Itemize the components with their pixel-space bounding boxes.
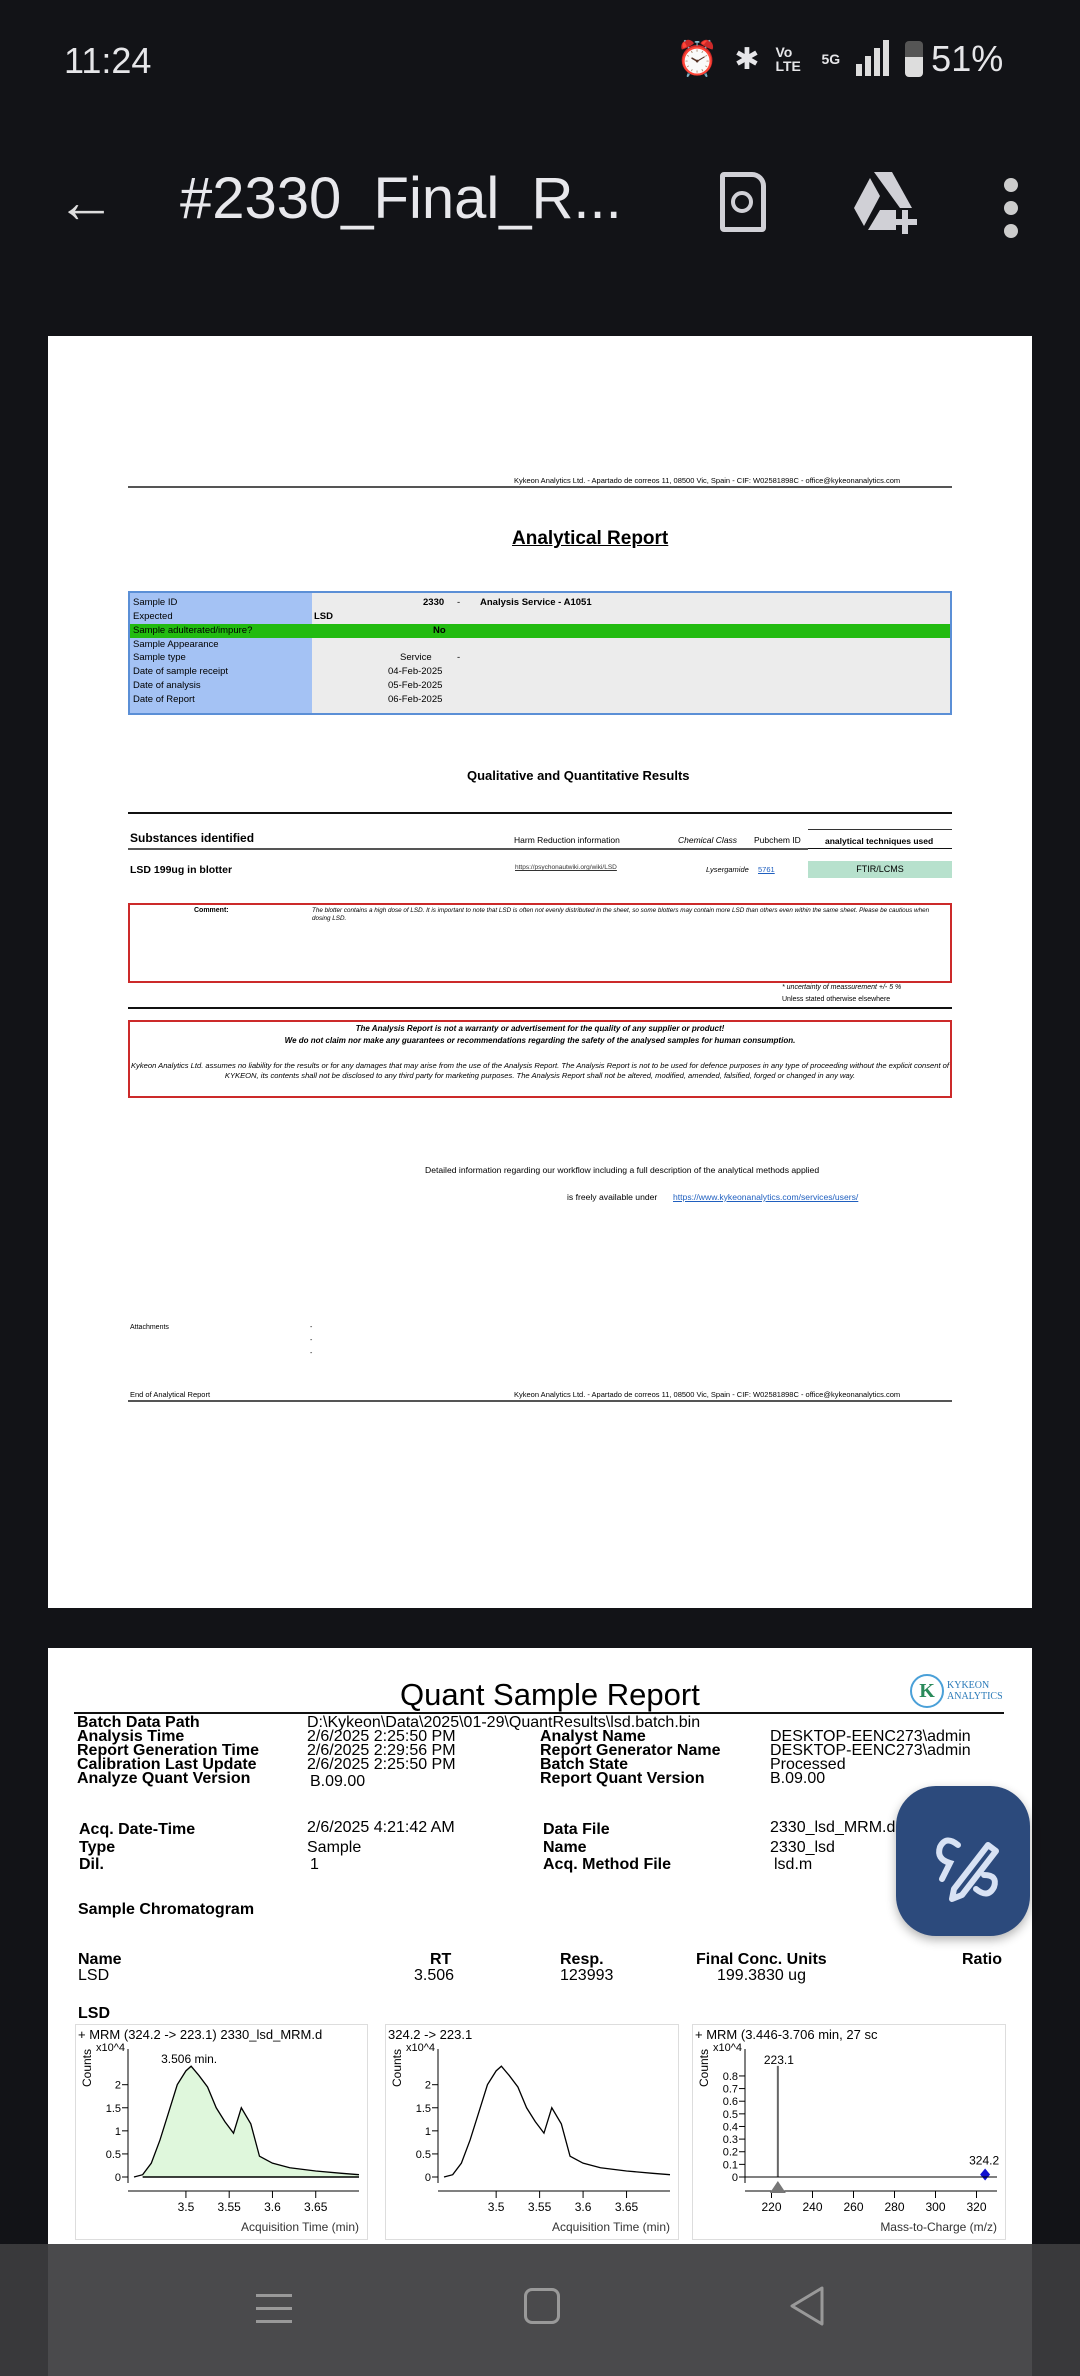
end-label: End of Analytical Report — [130, 1390, 211, 1399]
label: Analysis Time — [77, 1728, 185, 1745]
x-tick-label: 3.55 — [527, 2200, 552, 2214]
report-date: 06-Feb-2025 — [388, 694, 443, 705]
x-tick-label: 260 — [843, 2200, 864, 2214]
search-icon — [731, 191, 753, 213]
report-title: Analytical Report — [512, 528, 669, 549]
y-tick-label: 0.5 — [105, 2148, 121, 2161]
value: 2/6/2025 2:29:56 PM — [307, 1742, 456, 1759]
status-time: 11:24 — [64, 40, 152, 81]
col-header: Final Conc. Units — [696, 1951, 827, 1968]
y-scale-label: x10^4 — [96, 2042, 126, 2054]
techniques-header: analytical techniques used — [825, 836, 934, 846]
y-tick-label: 0.5 — [415, 2148, 431, 2161]
x-tick-label: 220 — [761, 2200, 782, 2214]
home-button[interactable] — [524, 2288, 560, 2324]
y-tick-label: 1 — [114, 2125, 121, 2138]
sep: - — [457, 597, 461, 608]
disclaimer-1: The Analysis Report is not a warranty or advertisement for the quality of any supplier or product! — [355, 1024, 725, 1033]
marker-label: 324.2 — [969, 2153, 1000, 2168]
quant-title: Quant Sample Report — [400, 1677, 700, 1712]
uncertainty-note: * uncertainty of meassurement +/- 5 % — [782, 984, 902, 991]
pubchem-link[interactable]: 5761 — [758, 865, 775, 874]
substances-header: Substances identified — [130, 831, 255, 845]
y-tick-label: 1.5 — [415, 2102, 431, 2115]
label: Sample type — [133, 652, 186, 663]
value: Processed — [770, 1756, 846, 1773]
y-scale-label: x10^4 — [713, 2042, 743, 2054]
chart-title: + MRM (324.2 -> 223.1) 2330_lsd_MRM.d — [78, 2027, 323, 2042]
adulterated-value: No — [433, 625, 446, 636]
precursor-marker — [770, 2181, 786, 2193]
system-nav-bar — [0, 2244, 1080, 2376]
y-axis-label: Counts — [390, 2048, 404, 2087]
analysis-date: 05-Feb-2025 — [388, 680, 443, 691]
attachment-dash: - — [310, 1337, 313, 1344]
x-tick-label: 240 — [802, 2200, 823, 2214]
label: Report Generation Time — [77, 1742, 259, 1759]
peak-area — [143, 2066, 359, 2177]
result-conc: 199.3830 ug — [717, 1967, 806, 1984]
label: Type — [79, 1839, 116, 1856]
signal-icon — [856, 42, 889, 76]
label: Sample adulterated/impure? — [133, 625, 253, 636]
y-tick-label: 0.8 — [722, 2070, 738, 2083]
y-tick-label: 0 — [114, 2172, 121, 2184]
y-tick-label: 0 — [731, 2172, 738, 2184]
peak-label: 223.1 — [763, 2052, 794, 2067]
label: Acq. Date-Time — [79, 1821, 196, 1838]
value: 2330_lsd — [770, 1839, 835, 1856]
value: 2/6/2025 2:25:50 PM — [307, 1728, 456, 1745]
x-tick-label: 3.65 — [304, 2200, 328, 2214]
annotate-button[interactable] — [896, 1786, 1030, 1936]
status-icons — [676, 38, 1003, 80]
label: Analyze Quant Version — [77, 1770, 251, 1787]
y-tick-label: 1 — [424, 2125, 431, 2138]
disclaimer-3: Kykeon Analytics Ltd. assumes no liability for the results or for any damages that may arise from the use of the Analysis Report. The Analysis Report is not to be used for defence purposes in any type of proceeding without the explicit consent of KYKEON, its contents shall not be disclosed to any third party for marketing purposes. The Analysis Report shall not be altered, modified, amended, falsified, forged or changed in any way. — [130, 1061, 950, 1080]
header-address: Kykeon Analytics Ltd. - Apartado de correos 11, 08500 Vic, Spain - CIF: W02581898C - office@kykeonanalytics.com — [514, 476, 901, 485]
recent-apps-button[interactable] — [256, 2294, 292, 2323]
footer-address: Kykeon Analytics Ltd. - Apartado de correos 11, 08500 Vic, Spain - CIF: W02581898C - office@kykeonanalytics.com — [514, 1390, 901, 1399]
battery-percent: 51% — [931, 38, 1004, 79]
peak-annotation: 3.506 min. — [161, 2052, 218, 2067]
pen-scribble-icon — [896, 1786, 1030, 1936]
sample-info-table — [128, 591, 952, 715]
y-axis-label: Counts — [80, 2048, 94, 2087]
label: Sample Appearance — [133, 639, 219, 650]
value: DESKTOP-EENC273\admin — [770, 1728, 971, 1745]
chemical-class: Lysergamide — [706, 865, 749, 874]
label: Name — [543, 1839, 587, 1856]
y-tick-label: 0.3 — [722, 2134, 738, 2147]
y-tick-label: 1.5 — [105, 2102, 121, 2115]
kykeon-logo: K KYKEON ANALYTICS — [910, 1674, 1007, 1708]
label: Expected — [133, 611, 173, 622]
harm-reduction-link[interactable]: https://psychonautwiki.org/wiki/LSD — [515, 864, 617, 871]
add-to-drive-button[interactable] — [852, 170, 922, 234]
y-tick-label: 0 — [424, 2172, 431, 2184]
value: lsd.m — [774, 1856, 813, 1873]
back-button[interactable]: ← — [56, 168, 116, 235]
attachment-dash: - — [310, 1324, 313, 1331]
sample-id: 2330 — [423, 597, 445, 608]
x-tick-label: 3.55 — [217, 2200, 241, 2214]
value: D:\Kykeon\Data\2025\01-29\QuantResults\lsd.batch.bin — [307, 1714, 701, 1731]
y-axis-label: Counts — [697, 2048, 711, 2087]
x-tick-label: 3.5 — [177, 2200, 195, 2214]
expected: LSD — [314, 611, 333, 622]
unless-note: Unless stated otherwise elsewhere — [782, 996, 891, 1003]
bluetooth-icon: ✱ — [734, 42, 760, 76]
value: DESKTOP-EENC273\admin — [770, 1742, 971, 1759]
col-header: Name — [78, 1951, 122, 1968]
disclaimer-2: We do not claim nor make any guarantees or recommendations regarding the safety of the analysed samples for human consumption. — [284, 1036, 796, 1045]
label: Dil. — [79, 1856, 104, 1873]
document-title: #2330_Final_R... — [180, 166, 622, 231]
more-options-button[interactable] — [1004, 178, 1024, 238]
comment-label: Comment: — [194, 907, 229, 914]
chromatogram-chart — [75, 2024, 368, 2240]
x-axis-label: Acquisition Time (min) — [551, 2220, 670, 2234]
y-tick-label: 0.2 — [722, 2146, 738, 2159]
x-tick-label: 300 — [925, 2200, 946, 2214]
result-rt: 3.506 — [414, 1967, 455, 1984]
attachments-label: Attachments — [130, 1324, 169, 1331]
x-tick-label: 3.5 — [487, 2200, 505, 2214]
available-text: is freely available under — [567, 1192, 658, 1202]
label: Data File — [543, 1821, 610, 1838]
label: Calibration Last Update — [77, 1756, 257, 1773]
service: Analysis Service - A1051 — [480, 597, 592, 608]
series-line — [444, 2066, 670, 2177]
label: Date of Report — [133, 694, 195, 705]
value: 2/6/2025 2:25:50 PM — [307, 1756, 456, 1773]
x-tick-label: 3.6 — [264, 2200, 281, 2214]
find-in-document-button[interactable] — [720, 172, 766, 232]
y-tick-label: 2 — [114, 2079, 121, 2092]
y-scale-label: x10^4 — [406, 2042, 436, 2054]
label: Acq. Method File — [543, 1856, 671, 1873]
label: Date of analysis — [133, 680, 201, 691]
value: 1 — [310, 1856, 319, 1873]
harm-header: Harm Reduction information — [514, 835, 620, 845]
chart-title: 324.2 -> 223.1 — [388, 2027, 473, 2042]
pubchem-header: Pubchem ID — [754, 835, 801, 845]
y-tick-label: 0.4 — [722, 2121, 738, 2134]
results-title: Qualitative and Quantitative Results — [467, 768, 690, 783]
value: Sample — [307, 1839, 362, 1856]
spectrum-chart — [692, 2024, 1006, 2240]
x-axis-label: Mass-to-Charge (m/z) — [880, 2220, 997, 2234]
value: 2330_lsd_MRM.d — [770, 1819, 896, 1836]
label: Report Quant Version — [540, 1770, 705, 1787]
x-tick-label: 3.65 — [614, 2200, 639, 2214]
drive-add-icon — [852, 170, 922, 234]
attachment-dash: - — [310, 1350, 313, 1357]
receipt-date: 04-Feb-2025 — [388, 666, 443, 677]
y-tick-label: 0.5 — [722, 2108, 738, 2121]
col-header: RT — [430, 1951, 452, 1968]
y-tick-label: 0.6 — [722, 2096, 738, 2109]
battery-icon — [905, 41, 923, 77]
label: Batch Data Path — [77, 1714, 200, 1731]
x-axis-label: Acquisition Time (min) — [240, 2220, 359, 2234]
comment-text: The blotter contains a high dose of LSD. It is important to note that LSD is often not evenly distributed in the sheet, so some blotters may contain more LSD than others even within the same sheet. Please be cautious when dosing LSD. — [312, 907, 930, 922]
chromatogram-label: Sample Chromatogram — [78, 1901, 255, 1918]
label: Sample ID — [133, 597, 178, 608]
substance-name: LSD 199ug in blotter — [130, 864, 233, 876]
label: Batch State — [540, 1756, 629, 1773]
value: 2/6/2025 4:21:42 AM — [307, 1819, 455, 1836]
workflow-text: Detailed information regarding our workflow including a full description of the analytical methods applied — [425, 1165, 820, 1175]
result-name: LSD — [78, 1967, 110, 1984]
technique-badge: FTIR/LCMS — [808, 861, 952, 878]
compound-label: LSD — [78, 2005, 110, 2022]
x-tick-label: 3.6 — [574, 2200, 592, 2214]
label: Date of sample receipt — [133, 666, 229, 677]
alarm-icon: ⏰ — [676, 40, 719, 78]
volte-icon: Vo LTE — [775, 44, 801, 74]
transition-chart — [385, 2024, 679, 2240]
chart-title: + MRM (3.446-3.706 min, 27 sc — [695, 2027, 878, 2042]
y-tick-label: 0.1 — [722, 2159, 738, 2172]
product-marker — [980, 2168, 990, 2180]
result-resp: 123993 — [560, 1967, 614, 1984]
back-nav-button[interactable] — [786, 2284, 826, 2333]
network-type: 5G — [821, 51, 841, 67]
x-tick-label: 280 — [884, 2200, 905, 2214]
sample-type: Service — [400, 652, 432, 663]
class-header: Chemical Class — [678, 835, 738, 845]
value: B.09.00 — [310, 1773, 366, 1790]
x-tick-label: 320 — [966, 2200, 987, 2214]
label: Report Generator Name — [540, 1742, 721, 1759]
y-tick-label: 2 — [424, 2079, 431, 2092]
col-header: Ratio — [962, 1951, 1002, 1968]
sep: - — [457, 652, 461, 663]
y-tick-label: 0.7 — [722, 2083, 738, 2096]
workflow-link[interactable]: https://www.kykeonanalytics.com/services/users/ — [673, 1192, 859, 1202]
col-header: Resp. — [560, 1951, 604, 1968]
label: Analyst Name — [540, 1728, 646, 1745]
value: B.09.00 — [770, 1770, 826, 1787]
